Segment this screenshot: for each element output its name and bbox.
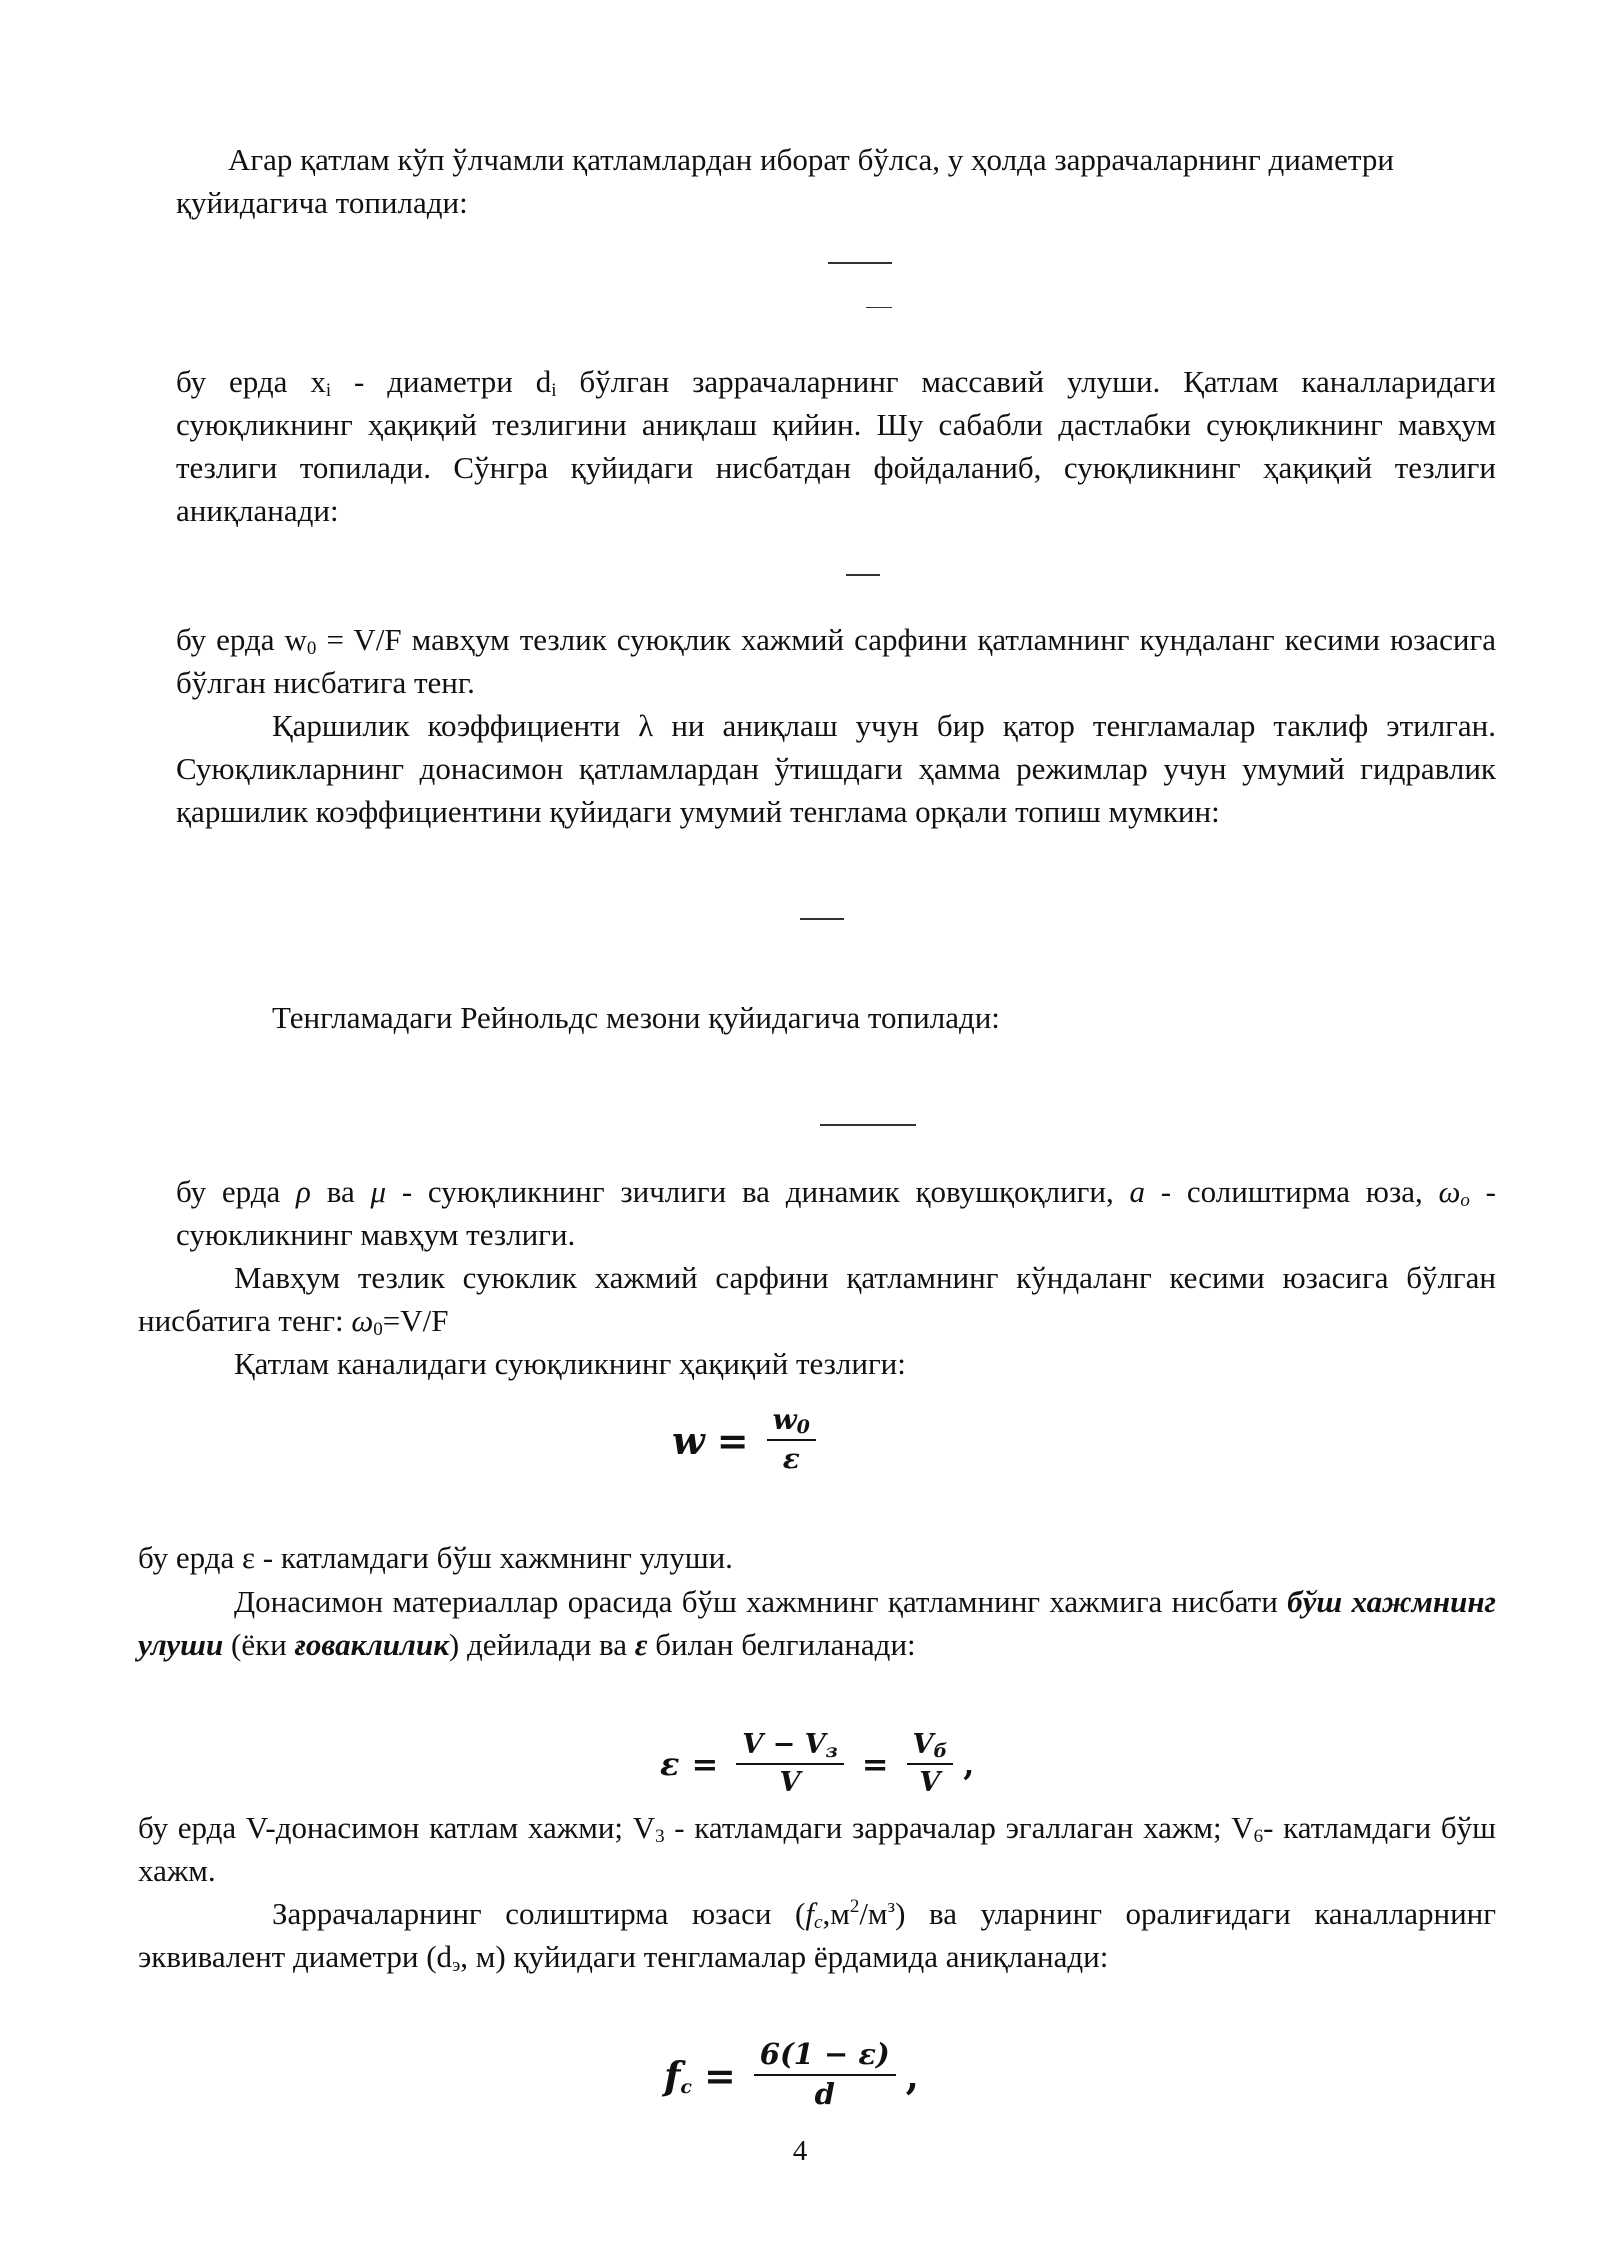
fraction-numerator <box>736 1730 843 1765</box>
formula-velocity <box>672 1400 822 1480</box>
formula-placeholder-line <box>828 262 892 264</box>
text-run: - суюкликнинг мавҳум тезлиги. <box>176 1174 1496 1252</box>
text-run: бу ерда ε - катламдаги бўш хажмнинг улуши. <box>138 1540 733 1575</box>
text-run: - солиштирма юза, <box>1145 1174 1439 1209</box>
subscript: c <box>680 2075 692 2098</box>
text-run: - суюқликнинг зичлиги ва динамик қовушқоқлиги, <box>386 1174 1130 1209</box>
text-run: Мавҳум тезлик суюклик хажмий сарфини қатламнинг кўндаланг кесими юзасига бўлган нисбатига тенг: <box>138 1260 1496 1338</box>
fraction <box>754 2039 896 2111</box>
text-run: билан белгиланади: <box>647 1627 916 1662</box>
fraction-denominator: d <box>814 2077 835 2111</box>
text-run: =V/F <box>382 1303 449 1338</box>
text-run: /м <box>859 1896 888 1931</box>
paragraph-specific-surface <box>138 1892 1496 1978</box>
equals-sign: = <box>691 1744 719 1783</box>
text-run: бу ерда <box>176 1174 297 1209</box>
superscript: з <box>887 1896 896 1917</box>
subscript: б <box>933 1740 948 1763</box>
formula-lhs: ε <box>660 1744 680 1783</box>
paragraph-density-viscosity <box>176 1170 1496 1256</box>
bold-term: бўш хажмнинг улуши <box>138 1584 1496 1662</box>
text-run: ва <box>310 1174 371 1209</box>
formula-placeholder-line <box>866 307 892 308</box>
text-run: - диаметри d <box>331 364 552 399</box>
page-number: 4 <box>792 2135 808 2167</box>
superscript: 2 <box>849 1896 860 1917</box>
paragraph-apparent-velocity <box>176 618 1496 704</box>
rho-symbol: ρ <box>296 1174 311 1209</box>
text-run: (ёки <box>223 1627 295 1662</box>
paragraph-reynolds <box>272 996 1496 1039</box>
text-run: - катламдаги бўш хажм. <box>138 1810 1496 1888</box>
omega-symbol: ω <box>1438 1174 1461 1209</box>
text-run: ) ва уларнинг оралиғидаги каналларнинг эквивалент диаметри (d <box>138 1896 1496 1974</box>
fraction-numerator <box>767 1405 816 1441</box>
text-run: ,м <box>822 1896 850 1931</box>
omega-symbol: ω <box>351 1303 374 1338</box>
paragraph-porosity <box>138 1580 1496 1666</box>
formula-lhs: w <box>672 1417 705 1463</box>
lambda-symbol: λ <box>638 708 654 743</box>
text-run: Донасимон материаллар орасида бўш хажмнинг қатламнинг хажмига нисбати <box>234 1584 1288 1619</box>
equals-sign: = <box>861 1744 889 1783</box>
subscript: c <box>814 1912 823 1933</box>
formula-placeholder-line <box>846 574 880 576</box>
paragraph-volumes <box>138 1806 1496 1892</box>
bold-term: ғоваклилик <box>294 1627 449 1662</box>
paragraph-mass-fraction <box>176 360 1496 532</box>
paragraph-resistance-coefficient <box>176 704 1496 833</box>
text-run: ) дейилади ва <box>448 1627 635 1662</box>
equals-sign: = <box>716 1417 749 1463</box>
paragraph-intro <box>176 138 1496 224</box>
mu-symbol: μ <box>370 1174 387 1209</box>
subscript: 3 <box>655 1826 665 1847</box>
subscript: o <box>1460 1190 1470 1211</box>
fraction-numerator <box>907 1730 954 1765</box>
text-run: бу ерда x <box>176 364 326 399</box>
text-run: бўлган заррачаларнинг массавий улуши. Қатлам каналларидаги суюқликнинг ҳақиқий тезлигини аниқлаш қийин. Шу сабабли дастлабки суюқликнинг мавҳум тезлиги топилади. Сўнгра қуйидаги нисбатдан фойдаланиб, суюқликнинг ҳақиқий тезлиги аниқланади: <box>176 364 1496 528</box>
text-run: = V/F мавҳум тезлик суюқлик хажмий сарфини қатламнинг кундаланг кесими юзасига бўлган нисбатига тенг. <box>176 622 1496 700</box>
fraction-numerator: 6(1 − ε) <box>754 2039 896 2076</box>
subscript: з <box>825 1740 838 1763</box>
text-run: V <box>912 1729 934 1761</box>
fraction-denominator: V <box>779 1767 801 1798</box>
fraction-denominator: V <box>919 1767 941 1798</box>
subscript: э <box>452 1955 461 1976</box>
a-symbol: a <box>1129 1174 1146 1209</box>
fraction <box>907 1730 954 1797</box>
paragraph-apparent-velocity-2 <box>138 1256 1496 1342</box>
subscript: i <box>551 380 557 401</box>
text-run: бу ерда V-донасимон катлам хажми; V <box>138 1810 656 1845</box>
formula-porosity <box>660 1716 974 1812</box>
epsilon-symbol: ε <box>634 1627 648 1662</box>
paragraph-intro-text: Агар қатлам кўп ўлчамли қатламлардан иборат бўлса, у ҳолда заррачаларнинг диаметри қуйидагича топилади: <box>176 142 1394 220</box>
text-run: V − V <box>742 1729 826 1761</box>
text-run: Заррачаларнинг солиштирма юзаси ( <box>272 1896 806 1931</box>
text-run: - катламдаги заррачалар эгаллаган хажм; V <box>664 1810 1254 1845</box>
formula-specific-surface <box>664 2030 919 2120</box>
text-run: w <box>772 1403 797 1437</box>
text-run: ни аниқлаш учун бир қатор тенгламалар таклиф этилган. Суюқликларнинг донасимон қатламлардан ўтишдаги ҳамма режимлар учун умумий гидравлик қаршилик коэффициентини қуйидаги умумий тенглама орқали топиш мумкин: <box>176 708 1496 829</box>
text-run: Қатлам каналидаги суюқликнинг ҳақиқий тезлиги: <box>234 1346 906 1381</box>
fraction <box>736 1730 843 1797</box>
formula-lhs <box>664 2054 692 2097</box>
formula-comma: , <box>963 1744 975 1783</box>
formula-placeholder-line <box>800 918 844 920</box>
text-run: бу ерда w <box>176 622 307 657</box>
subscript: 0 <box>373 1319 383 1340</box>
formula-comma: , <box>905 2052 919 2098</box>
subscript: 0 <box>796 1416 810 1439</box>
paragraph-actual-velocity <box>234 1342 1496 1385</box>
text-run: , м) қуйидаги тенгламалар ёрдамида аниқланади: <box>460 1939 1109 1974</box>
subscript: i <box>325 380 332 401</box>
equals-sign: = <box>703 2052 736 2098</box>
subscript: 0 <box>306 638 317 659</box>
fraction <box>767 1405 816 1475</box>
subscript: 6 <box>1253 1826 1264 1847</box>
text-run: f <box>664 2052 681 2098</box>
fraction-denominator: ε <box>782 1442 800 1475</box>
text-run: Қаршилик коэффициенти <box>272 708 639 743</box>
formula-placeholder-line <box>820 1124 916 1126</box>
text-run: Тенгламадаги Рейнольдс мезони қуйидагича топилади: <box>272 1000 1000 1035</box>
f-symbol: f <box>805 1896 814 1931</box>
paragraph-void-fraction <box>138 1536 1496 1579</box>
